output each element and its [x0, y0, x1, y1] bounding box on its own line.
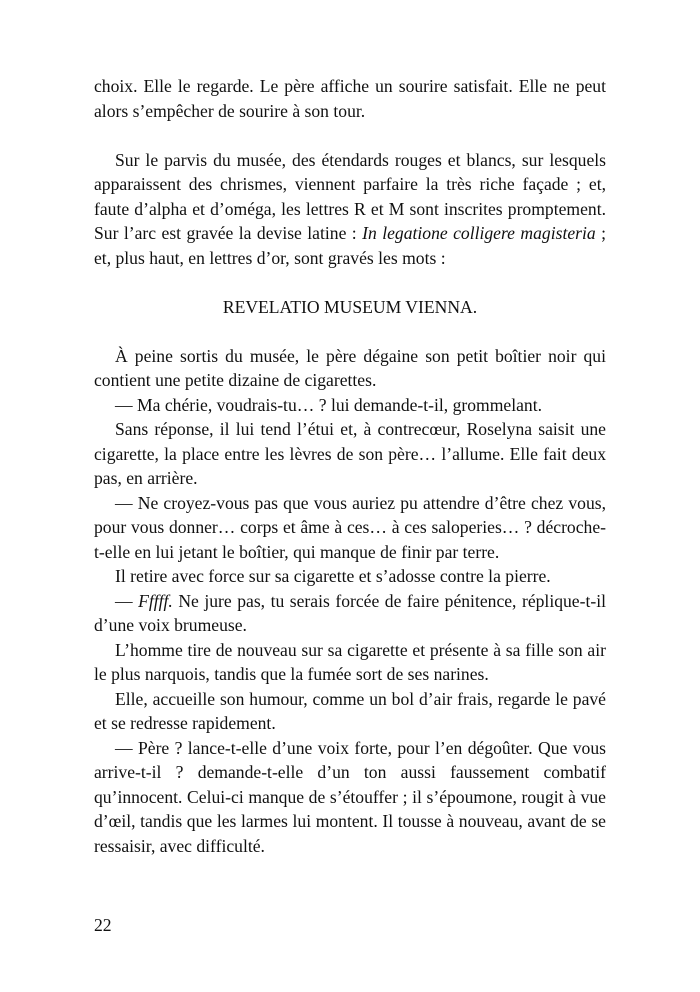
paragraph-8: Il retire avec force sur sa cigarette et s’adosse contre la pierre.	[115, 566, 551, 586]
paragraph-12: — Père ? lance-t-elle d’une voix forte, pour l’en dégoûter. Que vous arrive-t-il ? demande-t-elle d’un ton aussi faussement combatif qu’innocent. Celui-ci manque de s’étouffer ; il s’époumone, rougit à vue d’œil, tandis que les larmes lui montent. Il tousse à nouveau, avant de se ressaisir, avec difficulté.	[94, 737, 606, 856]
paragraph-7: — Ne croyez-vous pas que vous auriez pu attendre d’être chez vous, pour vous donner… corps et âme à ces… à ces saloperies… ? décroche-t-elle en lui jetant le boîtier, qui manque de finir par terre.	[94, 492, 606, 562]
museum-inscription: REVELATIO MUSEUM VIENNA.	[222, 296, 478, 317]
paragraph-4: À peine sortis du musée, le père dégaine son petit boîtier noir qui contient une petite dizaine de cigarettes.	[94, 345, 606, 390]
paragraph-10: L’homme tire de nouveau sur sa cigarette et présente à sa fille son air le plus narquois, tandis que la fumée sort de ses narines.	[94, 639, 606, 684]
paragraph-9-text-b: Ne jure pas, tu serais forcée de faire pénitence, réplique-t-il d’une voix brumeuse.	[94, 590, 606, 635]
paragraph-9-text-a: —	[115, 590, 139, 611]
paragraph-6: Sans réponse, il lui tend l’étui et, à contrecœur, Roselyna saisit une cigarette, la place entre les lèvres de son père… l’allume. Elle fait deux pas, en arrière.	[94, 419, 606, 488]
paragraph-9	[94, 589, 606, 638]
paragraph-1: choix. Elle le regarde. Le père affiche un sourire satisfait. Elle ne peut alors s’empêcher de sourire à son tour.	[94, 76, 606, 121]
page-body	[94, 74, 606, 858]
paragraph-2-text-a: Sur le parvis du musée, des étendards rouges et blancs, sur lesquels apparaissent des chrismes, viennent parfaire la très riche façade ; et, faute d’alpha et d’oméga, les lettres R et M sont inscrites promptement. Sur l’arc est gravée la devise latine :	[94, 149, 606, 243]
page-number: 22	[94, 915, 112, 935]
exclamation-italic: Fffff.	[138, 590, 173, 611]
paragraph-11: Elle, accueille son humour, comme un bol d’air frais, regarde le pavé et se redresse rapidement.	[94, 688, 606, 733]
paragraph-2-text-b: ; et, plus haut, en lettres d’or, sont gravés les mots :	[94, 223, 607, 268]
paragraph-2	[94, 148, 606, 271]
latin-motto: In legatione colligere magisteria	[362, 223, 596, 243]
paragraph-5: — Ma chérie, voudrais-tu… ? lui demande-t-il, grommelant.	[115, 394, 543, 415]
